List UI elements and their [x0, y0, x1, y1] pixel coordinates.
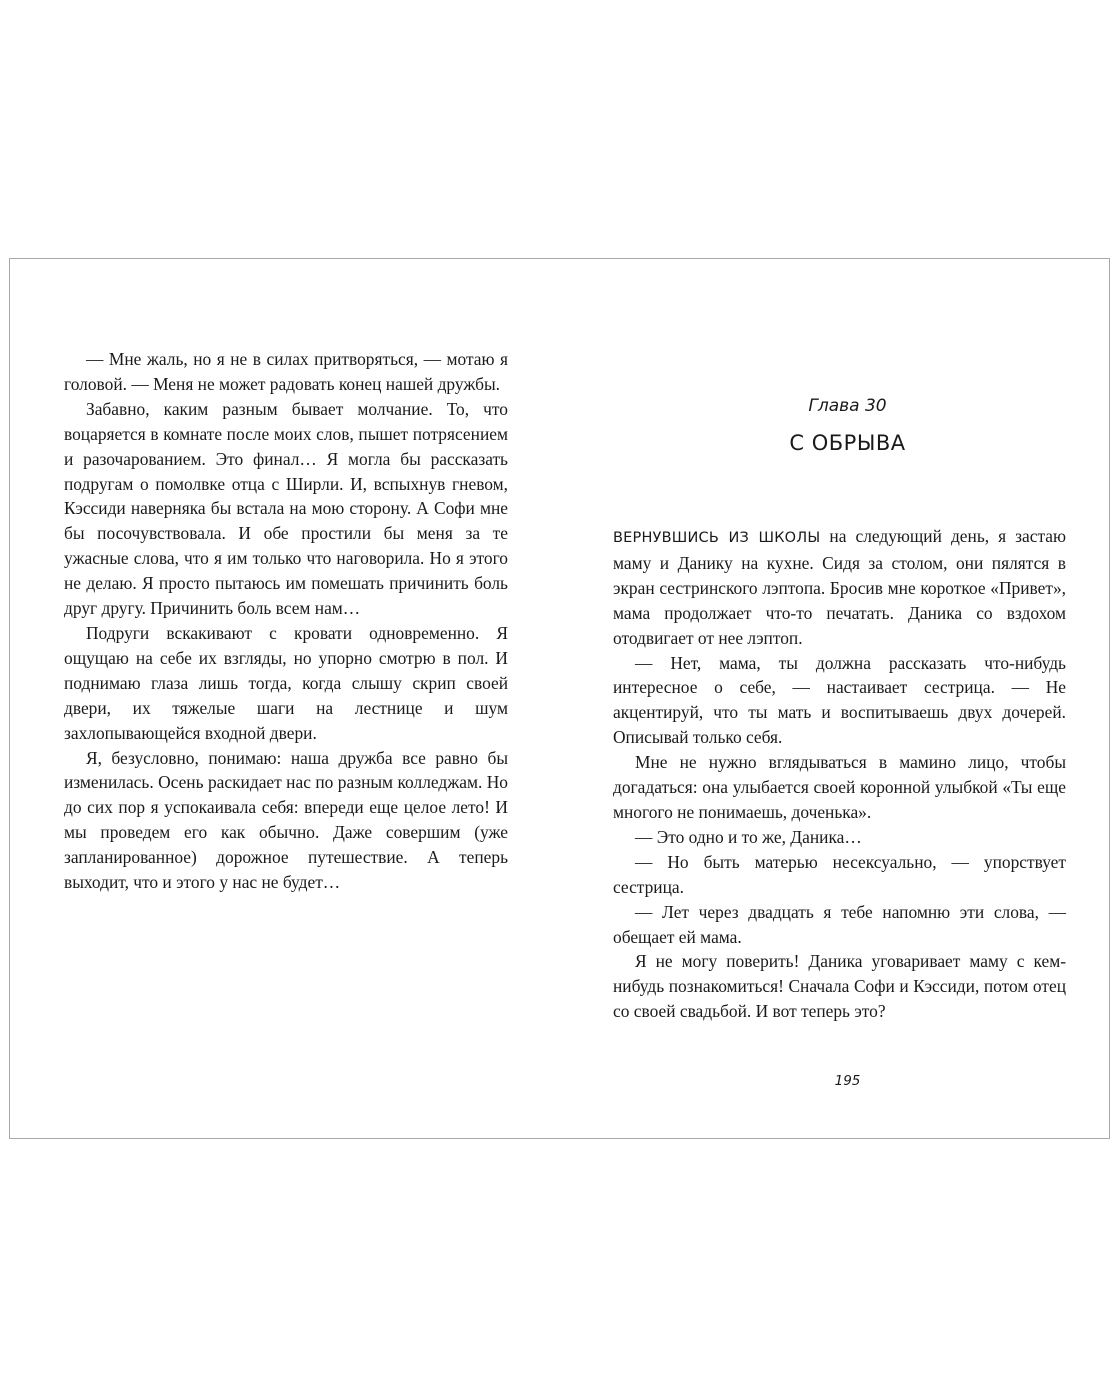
paragraph: Я не могу поверить! Даника уговаривает маму с кем-нибудь познакомиться! Сначала Софи и Кэссиди, потом отец со своей свадьбой. И вот теперь это? — [613, 951, 1066, 1022]
chapter-title: С ОБРЫВА — [789, 431, 906, 455]
paragraph: — Но быть матерью несексуально, — упорствует сестрица. — [613, 851, 1066, 897]
paragraph: — Мне жаль, но я не в силах притворяться, — мотаю я головой. — Меня не может радовать конец нашей дружбы. — [64, 349, 508, 394]
paragraph: Забавно, каким разным бывает молчание. То, что воцаряется в комнате после моих слов, пышет потрясением и разочарованием. Это финал… Я могла бы рассказать подругам о помолвке отца с Ширли. И, вспыхнув гневом, Кэссиди наверняка бы встала на мою сторону. А Софи мне бы посочувствовала. И обе простили бы меня за те ужасные слова, что я им только что наговорила. Но я этого не делаю. Я просто пытаюсь им помешать причинить боль друг другу. Причинить боль всем нам… — [64, 398, 508, 619]
opening-paragraph — [613, 524, 1066, 651]
chapter-number: Глава 30 — [808, 396, 887, 416]
chapter-lead-in: ВЕРНУВШИСЬ ИЗ ШКОЛЫ — [613, 530, 821, 546]
left-page-body — [64, 347, 508, 895]
opening-paragraph-text: на следующий день, я застаю маму и Данику на кухне. Сидя за столом, они пялятся в экран сестринского лэптопа. Бросив мне короткое «Привет», мама продолжает что-то печатать. Даника со вздохом отодвигает от нее лэптоп. — [613, 526, 1066, 648]
paragraph: Я, безусловно, понимаю: наша дружба все равно бы изменилась. Осень раскидает нас по разным колледжам. Но до сих пор я успокаивала себя: впереди еще целое лето! И мы проведем его как обычно. Даже совершим (уже запланированное) дорожное путешествие. А теперь выходит, что и этого у нас не будет… — [64, 747, 508, 893]
paragraph: Мне не нужно вглядываться в мамино лицо, чтобы догадаться: она улыбается своей коронной улыбкой «Ты еще многого не понимаешь, доченька». — [613, 752, 1066, 822]
left-page — [10, 259, 550, 1138]
paragraph: Подруги вскакивают с кровати одновременно. Я ощущаю на себе их взгляды, но упорно смотрю в пол. И поднимаю глаза лишь тогда, когда слышу скрип своей двери, их тяжелые шаги на лестнице и шум захлопывающейся входной двери. — [64, 622, 508, 743]
book-spread — [9, 258, 1110, 1139]
paragraph: — Лет через двадцать я тебе напомню эти слова, — обещает ей мама. — [613, 901, 1066, 947]
paragraph: — Нет, мама, ты должна рассказать что-нибудь интересное о себе, — настаивает сестрица. — Не акцентируй, что ты мать и воспитываешь двух дочерей. Описывай только себя. — [613, 652, 1066, 748]
right-page — [550, 259, 1109, 1138]
paragraph: — Это одно и то же, Даника… — [635, 826, 862, 847]
page-number: 195 — [834, 1073, 861, 1089]
right-page-body — [613, 524, 1066, 1024]
